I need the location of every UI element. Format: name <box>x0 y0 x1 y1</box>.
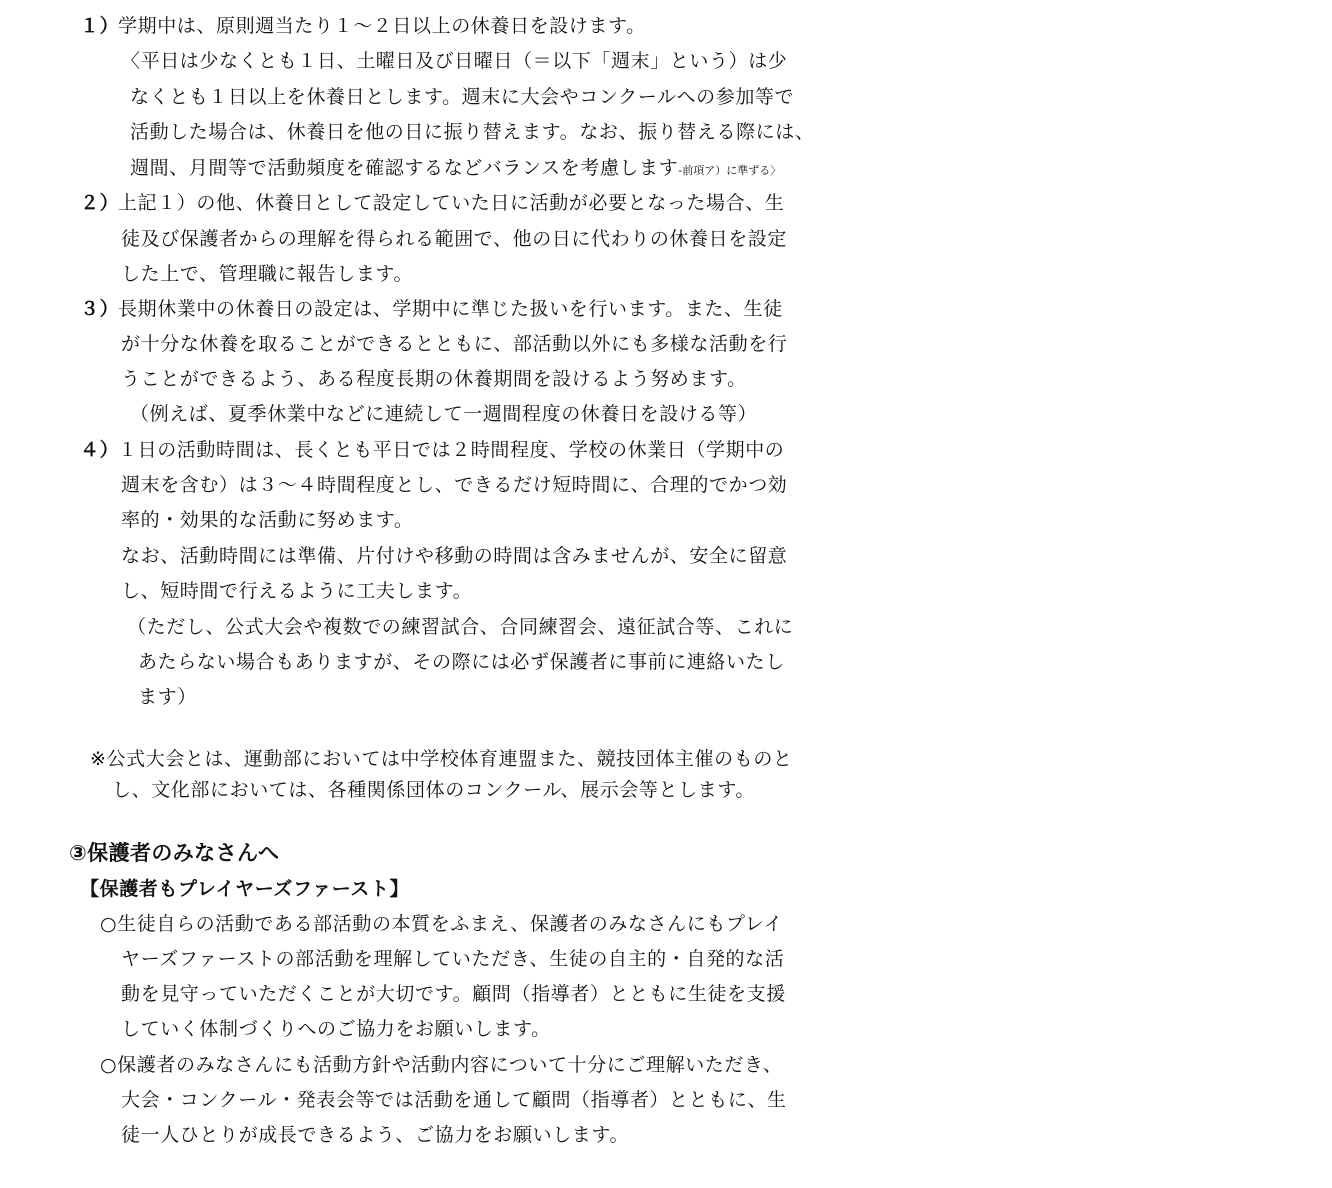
item-2-line-3: した上で、管理職に報告します。 <box>121 263 414 285</box>
item-4-line-4: なお、活動時間には準備、片付けや移動の時間は含みませんが、安全に留意 <box>121 545 788 567</box>
paragraph-1-line-4: していく体制づくりへのご協力をお願いします。 <box>121 1018 551 1040</box>
item-4-line-2: 週末を含む）は３～４時間程度とし、できるだけ短時間に、合理的でかつ効 <box>121 474 788 496</box>
section-heading: ③保護者のみなさんへ <box>69 841 280 865</box>
item-1-note-tail: ‐前項ア）に準ずる〉 <box>678 164 782 177</box>
paragraph-1-line-3: 動を見守っていただくことが大切です。顧問（指導者）とともに生徒を支援 <box>121 983 786 1005</box>
item-3-line-2: が十分な休養を取ることができるとともに、部活動以外にも多様な活動を行 <box>121 333 788 355</box>
item-2-line-1: ２）上記１）の他、休養日として設定していた日に活動が必要となった場合、生 <box>80 192 785 214</box>
footnote-line-2: し、文化部においては、各種関係団体のコンクール、展示会等とします。 <box>112 779 756 801</box>
item-4-line-3: 率的・効果的な活動に努めます。 <box>121 509 414 531</box>
footnote-line-1: ※公式大会とは、運動部においては中学校体育連盟また、競技団体主催のものと <box>90 748 793 770</box>
paragraph-1-line-2: ヤーズファーストの部活動を理解していただき、生徒の自主的・自発的な活 <box>121 948 785 970</box>
item-4-line-8: ます） <box>138 686 197 708</box>
item-4-line-5: し、短時間で行えるように工夫します。 <box>121 580 473 602</box>
item-1-note-line-3: 活動した場合は、休養日を他の日に振り替えます。なお、振り替える際には、 <box>130 121 815 143</box>
item-3-line-4: （例えば、夏季休業中などに連続して一週間程度の休養日を設ける等） <box>130 403 758 425</box>
item-1-line-1: １）学期中は、原則週当たり１～２日以上の休養日を設けます。 <box>80 15 646 37</box>
item-1-number: １） <box>80 15 120 37</box>
item-1-note-line-1: 〈平日は少なくとも１日、土曜日及び日曜日（＝以下「週末」という）は少 <box>121 50 788 72</box>
paragraph-2-line-1: ○保護者のみなさんにも活動方針や活動内容について十分にご理解いただき、 <box>100 1054 783 1076</box>
paragraph-2-line-2: 大会・コンクール・発表会等では活動を通して顧問（指導者）とともに、生 <box>121 1089 787 1111</box>
paragraph-1-line-1: ○生徒自らの活動である部活動の本質をふまえ、保護者のみなさんにもプレイ <box>100 913 784 935</box>
item-4-line-6: （ただし、公式大会や複数での練習試合、合同練習会、遠征試合等、これに <box>127 616 794 638</box>
item-2-line-2: 徒及び保護者からの理解を得られる範囲で、他の日に代わりの休養日を設定 <box>121 228 788 250</box>
item-3-line-1: ３）長期休業中の休養日の設定は、学期中に準じた扱いを行います。また、生徒 <box>80 298 783 320</box>
item-4-number: ４） <box>80 439 120 461</box>
item-2-number: ２） <box>80 192 120 214</box>
section-subheading: 【保護者もプレイヤーズファースト】 <box>80 878 410 900</box>
paragraph-2-line-3: 徒一人ひとりが成長できるよう、ご協力をお願いします。 <box>121 1124 630 1146</box>
item-3-line-3: うことができるよう、ある程度長期の休養期間を設けるよう努めます。 <box>121 368 747 390</box>
item-4-line-1: ４）１日の活動時間は、長くとも平日では２時間程度、学校の休業日（学期中の <box>80 439 785 461</box>
item-1-note-line-4: 週間、月間等で活動頻度を確認するなどバランスを考慮します‐前項ア）に準ずる〉 <box>130 157 782 179</box>
item-4-line-7: あたらない場合もありますが、その際には必ず保護者に事前に連絡いたし <box>138 651 785 673</box>
item-3-number: ３） <box>80 298 120 320</box>
item-1-note-line-2: なくとも１日以上を休養日とします。週末に大会やコンクールへの参加等で <box>130 86 795 108</box>
